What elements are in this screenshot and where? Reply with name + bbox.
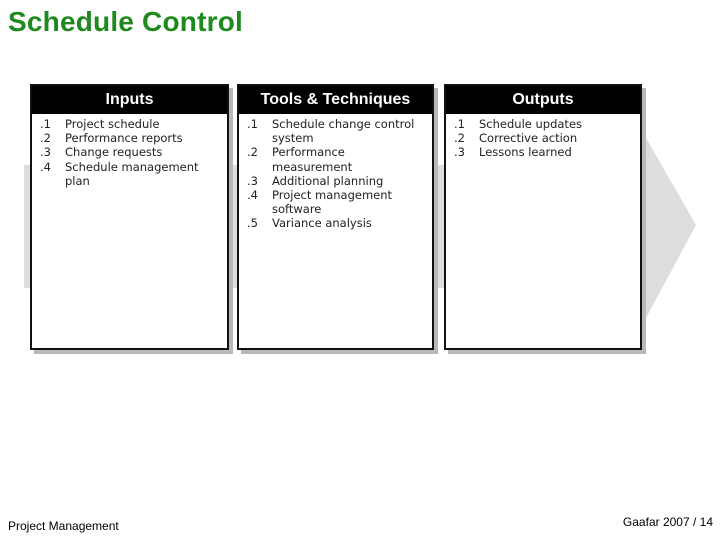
tools-techniques-list [239, 114, 432, 231]
item-number: .3 [454, 145, 465, 160]
outputs-list [446, 114, 640, 160]
slide-title: Schedule Control [8, 6, 243, 37]
item-number: .2 [247, 145, 258, 160]
item-text: Schedule updates [479, 117, 583, 131]
item-number: .3 [247, 173, 258, 188]
footer-page-label: Gaafar 2007 / 14 [622, 515, 713, 529]
item-number: .4 [40, 159, 51, 174]
item-text: Schedule management plan [65, 159, 199, 188]
item-text: Project management software [272, 188, 393, 217]
list-item [247, 216, 428, 230]
list-item [247, 117, 428, 145]
item-text: Change requests [65, 145, 163, 160]
item-number: .3 [40, 145, 51, 160]
list-item [454, 131, 636, 145]
list-item [40, 131, 223, 145]
inputs-panel-header: Inputs [32, 86, 227, 114]
item-text: Lessons learned [479, 145, 572, 160]
item-number: .5 [247, 216, 258, 231]
list-item [247, 188, 428, 216]
outputs-panel [444, 84, 642, 350]
list-item [40, 117, 223, 131]
item-text: Corrective action [479, 131, 578, 146]
inputs-panel [30, 84, 229, 350]
inputs-list [32, 114, 227, 188]
list-item [40, 145, 223, 159]
item-text: Performance measurement [272, 145, 353, 174]
item-number: .4 [247, 188, 258, 203]
item-number: .2 [454, 131, 465, 146]
outputs-panel-header: Outputs [446, 86, 640, 114]
footer-course-label: Project Management [8, 519, 119, 533]
list-item [454, 117, 636, 131]
item-text: Additional planning [272, 173, 384, 188]
item-text: Project schedule [65, 117, 160, 131]
tools-techniques-panel-header: Tools & Techniques [239, 86, 432, 114]
list-item [247, 174, 428, 188]
item-number: .1 [454, 117, 465, 131]
item-text: Variance analysis [272, 216, 372, 231]
item-text: Performance reports [65, 131, 183, 146]
list-item [247, 145, 428, 173]
list-item [454, 145, 636, 159]
list-item [40, 160, 223, 188]
item-number: .1 [247, 117, 258, 131]
item-text: Schedule change control system [272, 117, 415, 146]
item-number: .2 [40, 131, 51, 146]
tools-techniques-panel [237, 84, 434, 350]
item-number: .1 [40, 117, 51, 131]
